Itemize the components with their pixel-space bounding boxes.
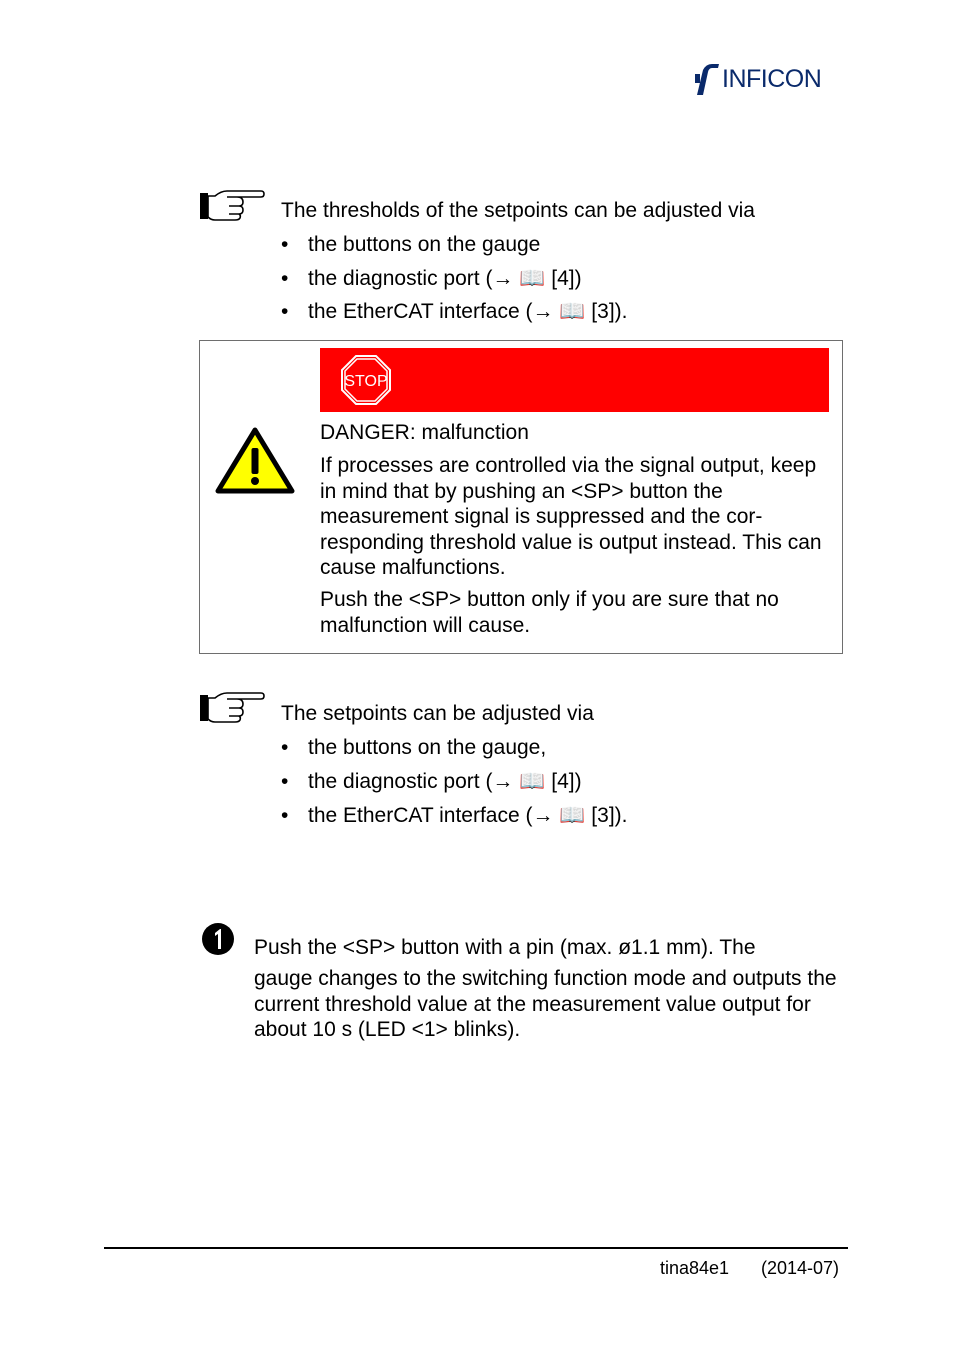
danger-paragraph: If processes are controlled via the signal output, keep in mind that by pushing an <SP> button the measurement signal is suppressed and the cor-responding threshold value is output instead. This can cause malfunctions. bbox=[320, 454, 822, 579]
pointing-hand-icon bbox=[199, 190, 265, 222]
inficon-logo-mark bbox=[694, 62, 722, 96]
step1-text: gauge changes to the switching function mode and outputs the current threshold value at the measurement value output for about 10 s (LED <1> blinks). bbox=[254, 967, 837, 1041]
danger-banner bbox=[320, 348, 829, 412]
list-item: • the buttons on the gauge bbox=[281, 233, 541, 256]
step-1-icon bbox=[201, 922, 235, 956]
danger-notice bbox=[199, 340, 843, 654]
danger-title: DANGER: malfunction bbox=[320, 421, 529, 444]
footer-date: (2014-07) bbox=[761, 1258, 840, 1278]
note1-intro: The thresholds of the setpoints can be adjusted via bbox=[281, 199, 755, 222]
warning-triangle-icon bbox=[215, 426, 295, 494]
pointing-hand-icon bbox=[199, 692, 265, 724]
logo-text: INFICON bbox=[722, 65, 822, 93]
stop-sign-icon bbox=[341, 355, 391, 405]
list-item: • the diagnostic port (→ 📖 [4]) bbox=[281, 267, 582, 290]
note2-intro: The setpoints can be adjusted via bbox=[281, 702, 594, 725]
list-item: • the EtherCAT interface (→ 📖 [3]). bbox=[281, 804, 628, 827]
footer-doc-id: tina84e1 bbox=[660, 1258, 730, 1278]
svg-text:STOP: STOP bbox=[344, 373, 388, 390]
inficon-logo bbox=[694, 62, 846, 96]
danger-paragraph: Push the <SP> button only if you are sure that no malfunction will cause. bbox=[320, 588, 779, 637]
footer-divider bbox=[104, 1247, 848, 1249]
list-item: • the diagnostic port (→ 📖 [4]) bbox=[281, 770, 582, 793]
list-item: • the buttons on the gauge, bbox=[281, 736, 547, 759]
step1-line1: Push the <SP> button with a pin (max. ø1.1 mm). The bbox=[254, 936, 756, 959]
list-item: • the EtherCAT interface (→ 📖 [3]). bbox=[281, 300, 628, 323]
